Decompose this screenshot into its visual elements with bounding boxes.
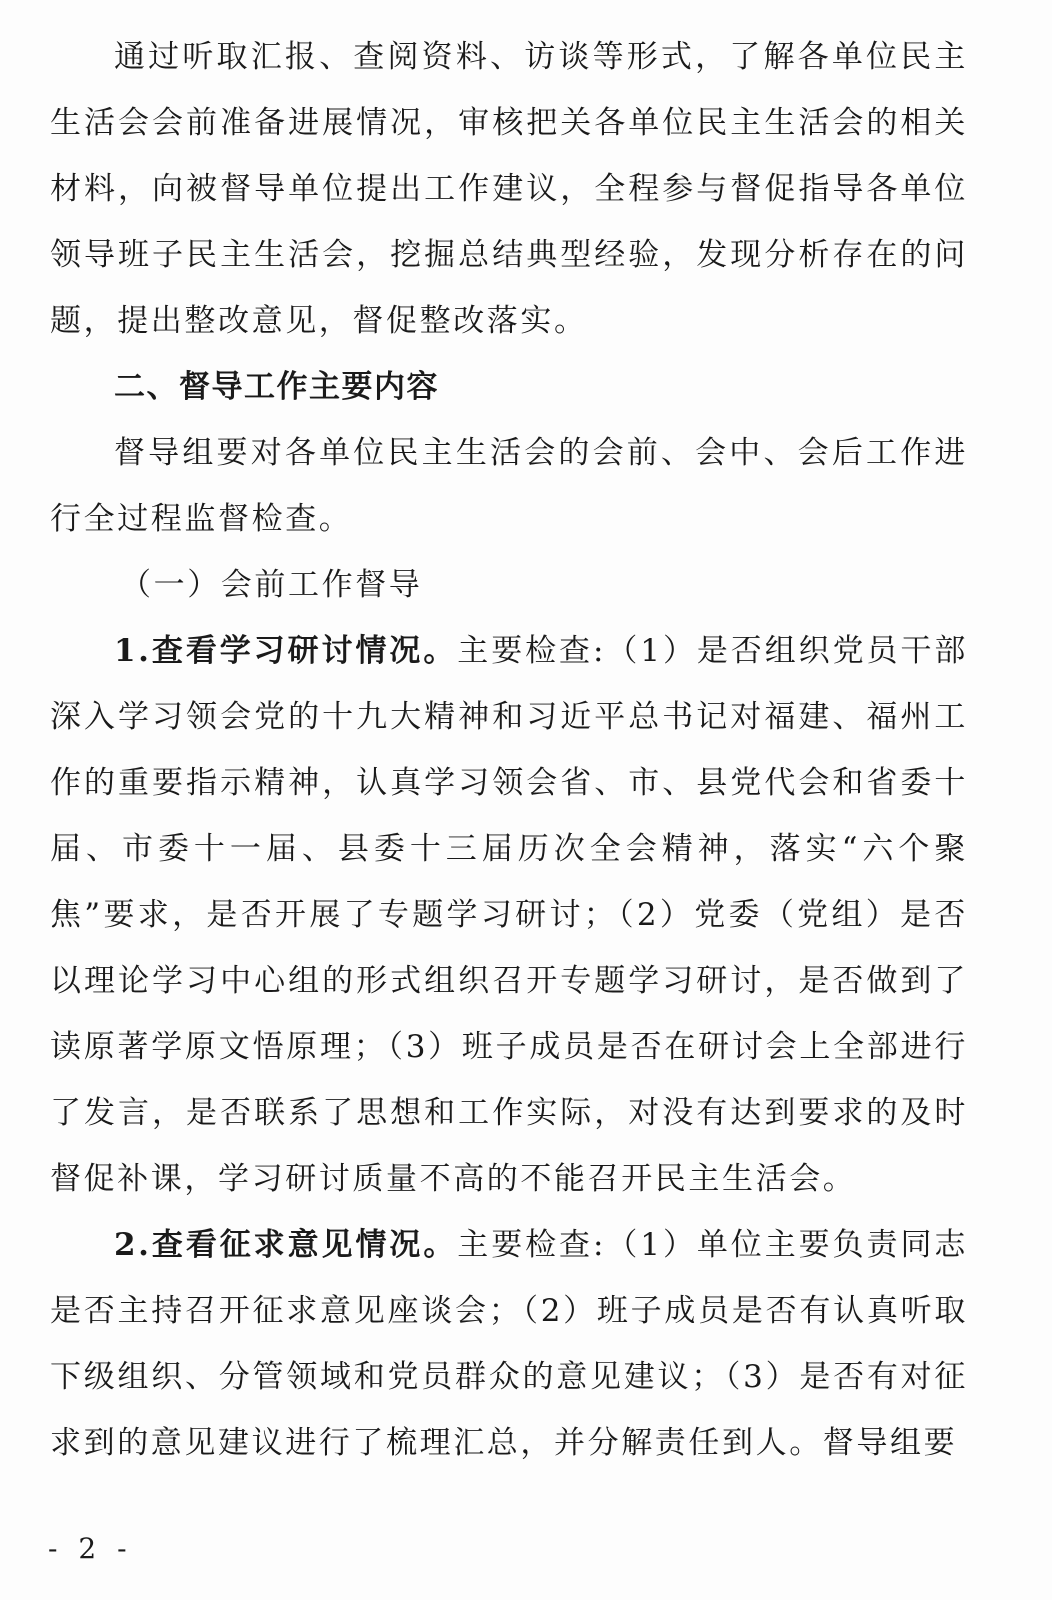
- paragraph-opinion-check: [50, 1212, 968, 1476]
- page-number: - 2 -: [48, 1532, 133, 1565]
- paragraph-review-methods: 通过听取汇报、查阅资料、访谈等形式，了解各单位民主生活会会前准备进展情况，审核把关各单位民主生活会的相关材料，向被督导单位提出工作建议，全程参与督促指导各单位领导班子民主生活会，挖掘总结典型经验，发现分析存在的问题，提出整改意见，督促整改落实。: [50, 39, 968, 339]
- section-heading-main-content: 二、督导工作主要内容: [114, 369, 439, 405]
- subsection-heading-pre-meeting: （一）会前工作督导: [120, 567, 423, 603]
- item-lead-study: 1.查看学习研讨情况。: [114, 633, 458, 669]
- paragraph-study-check: [50, 618, 968, 1212]
- item-lead-opinion: 2.查看征求意见情况。: [114, 1227, 458, 1263]
- document-body: [50, 24, 968, 1476]
- item-text-opinion: 主要检查:（1）单位主要负责同志是否主持召开征求意见座谈会；（2）班子成员是否有认真听取下级组织、分管领域和党员群众的意见建议；（3）是否有对征求到的意见建议进行了梳理汇总，并分解责任到人。督导组要: [50, 1227, 968, 1461]
- item-text-study: 主要检查:（1）是否组织党员干部深入学习领会党的十九大精神和习近平总书记对福建、福州工作的重要指示精神，认真学习领会省、市、县党代会和省委十届、市委十一届、县委十三届历次全会精神，落实“六个聚焦”要求，是否开展了专题学习研讨；（2）党委（党组）是否以理论学习中心组的形式组织召开专题学习研讨，是否做到了读原著学原文悟原理；（3）班子成员是否在研讨会上全部进行了发言，是否联系了思想和工作实际，对没有达到要求的及时督促补课，学习研讨质量不高的不能召开民主生活会。: [50, 633, 968, 1197]
- paragraph-full-process-supervision: 督导组要对各单位民主生活会的会前、会中、会后工作进行全过程监督检查。: [50, 435, 968, 537]
